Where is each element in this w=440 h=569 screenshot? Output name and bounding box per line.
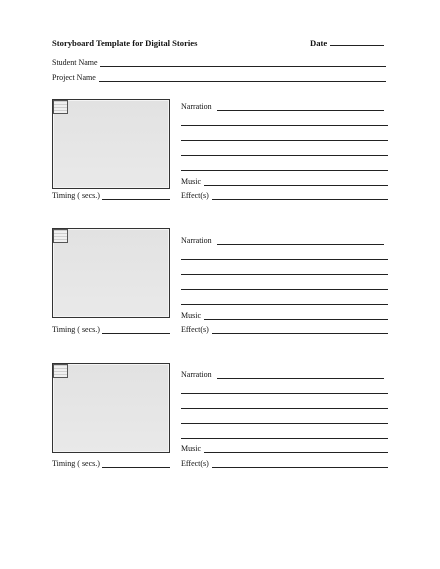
narration-label: Narration xyxy=(181,370,212,379)
image-placeholder-icon xyxy=(53,364,68,378)
project-name-field[interactable] xyxy=(99,81,386,82)
storyboard-panel xyxy=(0,228,440,338)
music-label: Music xyxy=(181,177,201,186)
timing-field[interactable] xyxy=(102,333,170,334)
narration-line[interactable] xyxy=(181,259,388,260)
narration-field[interactable] xyxy=(217,110,384,111)
narration-label: Narration xyxy=(181,102,212,111)
timing-field[interactable] xyxy=(102,199,170,200)
narration-label: Narration xyxy=(181,236,212,245)
effects-field[interactable] xyxy=(212,333,388,334)
music-field[interactable] xyxy=(204,185,388,186)
storyboard-panel xyxy=(0,363,440,473)
music-label: Music xyxy=(181,444,201,453)
storyboard-panel xyxy=(0,99,440,209)
storyboard-frame[interactable] xyxy=(52,99,170,189)
timing-label: Timing ( secs.) xyxy=(52,325,100,334)
student-name-label: Student Name xyxy=(52,58,98,67)
effects-label: Effect(s) xyxy=(181,459,209,468)
date-label: Date xyxy=(310,38,328,48)
narration-line[interactable] xyxy=(181,140,388,141)
effects-label: Effect(s) xyxy=(181,191,209,200)
narration-line[interactable] xyxy=(181,125,388,126)
narration-line[interactable] xyxy=(181,274,388,275)
music-field[interactable] xyxy=(204,452,388,453)
student-name-field[interactable] xyxy=(100,66,386,67)
timing-label: Timing ( secs.) xyxy=(52,459,100,468)
music-label: Music xyxy=(181,311,201,320)
project-name-label: Project Name xyxy=(52,73,96,82)
narration-line[interactable] xyxy=(181,155,388,156)
storyboard-frame[interactable] xyxy=(52,363,170,453)
image-placeholder-icon xyxy=(53,229,68,243)
timing-field[interactable] xyxy=(102,467,170,468)
narration-field[interactable] xyxy=(217,378,384,379)
narration-line[interactable] xyxy=(181,438,388,439)
narration-line[interactable] xyxy=(181,408,388,409)
narration-field[interactable] xyxy=(217,244,384,245)
narration-line[interactable] xyxy=(181,170,388,171)
image-placeholder-icon xyxy=(53,100,68,114)
date-field[interactable] xyxy=(330,45,384,46)
page-title: Storyboard Template for Digital Stories xyxy=(52,38,198,48)
narration-line[interactable] xyxy=(181,304,388,305)
narration-line[interactable] xyxy=(181,423,388,424)
music-field[interactable] xyxy=(204,319,388,320)
effects-label: Effect(s) xyxy=(181,325,209,334)
storyboard-frame[interactable] xyxy=(52,228,170,318)
timing-label: Timing ( secs.) xyxy=(52,191,100,200)
effects-field[interactable] xyxy=(212,199,388,200)
effects-field[interactable] xyxy=(212,467,388,468)
narration-line[interactable] xyxy=(181,393,388,394)
narration-line[interactable] xyxy=(181,289,388,290)
